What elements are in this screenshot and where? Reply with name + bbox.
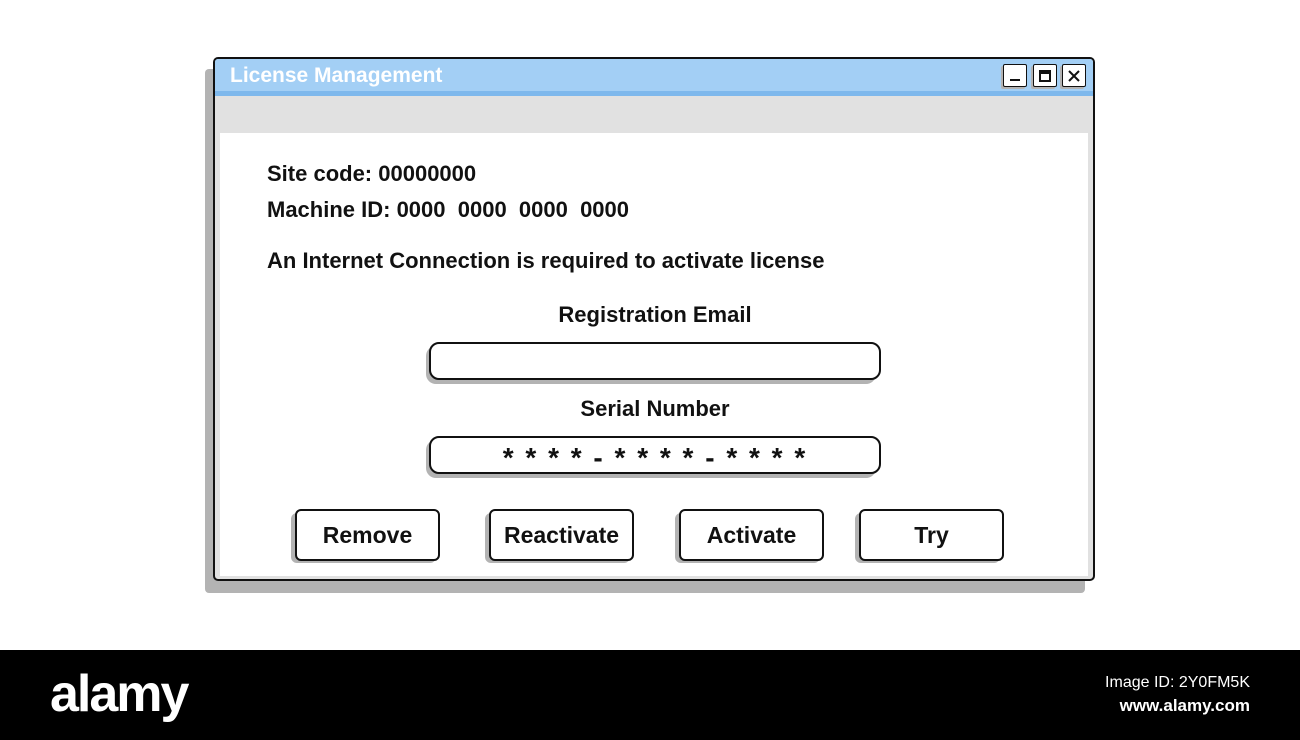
license-management-window [213,57,1095,581]
minimize-icon [1008,69,1022,83]
toolbar [215,96,1093,132]
maximize-button[interactable] [1033,64,1057,87]
window-title: License Management [230,64,443,87]
watermark-image-id: Image ID: 2Y0FM5K [1105,674,1250,691]
registration-email-field[interactable] [429,342,881,380]
close-icon [1067,69,1081,83]
activate-button[interactable]: Activate [679,509,824,561]
maximize-icon [1038,69,1052,83]
remove-button[interactable]: Remove [295,509,440,561]
serial-number-field[interactable] [429,436,881,474]
reactivate-button[interactable]: Reactivate [489,509,634,561]
watermark-bar [0,650,1300,740]
internet-notice: An Internet Connection is required to activate license [267,248,825,273]
close-button[interactable] [1062,64,1086,87]
machine-id: Machine ID: 0000 0000 0000 0000 [267,197,630,222]
watermark-logo: alamy [50,665,188,723]
try-button[interactable]: Try [859,509,1004,561]
content-panel [220,133,1088,576]
title-bar[interactable] [215,59,1093,96]
site-code: Site code: 00000000 [267,161,477,186]
minimize-button[interactable] [1003,64,1027,87]
watermark-url: www.alamy.com [1119,696,1250,715]
registration-email-label: Registration Email [558,302,752,327]
serial-number-label: Serial Number [580,396,730,421]
